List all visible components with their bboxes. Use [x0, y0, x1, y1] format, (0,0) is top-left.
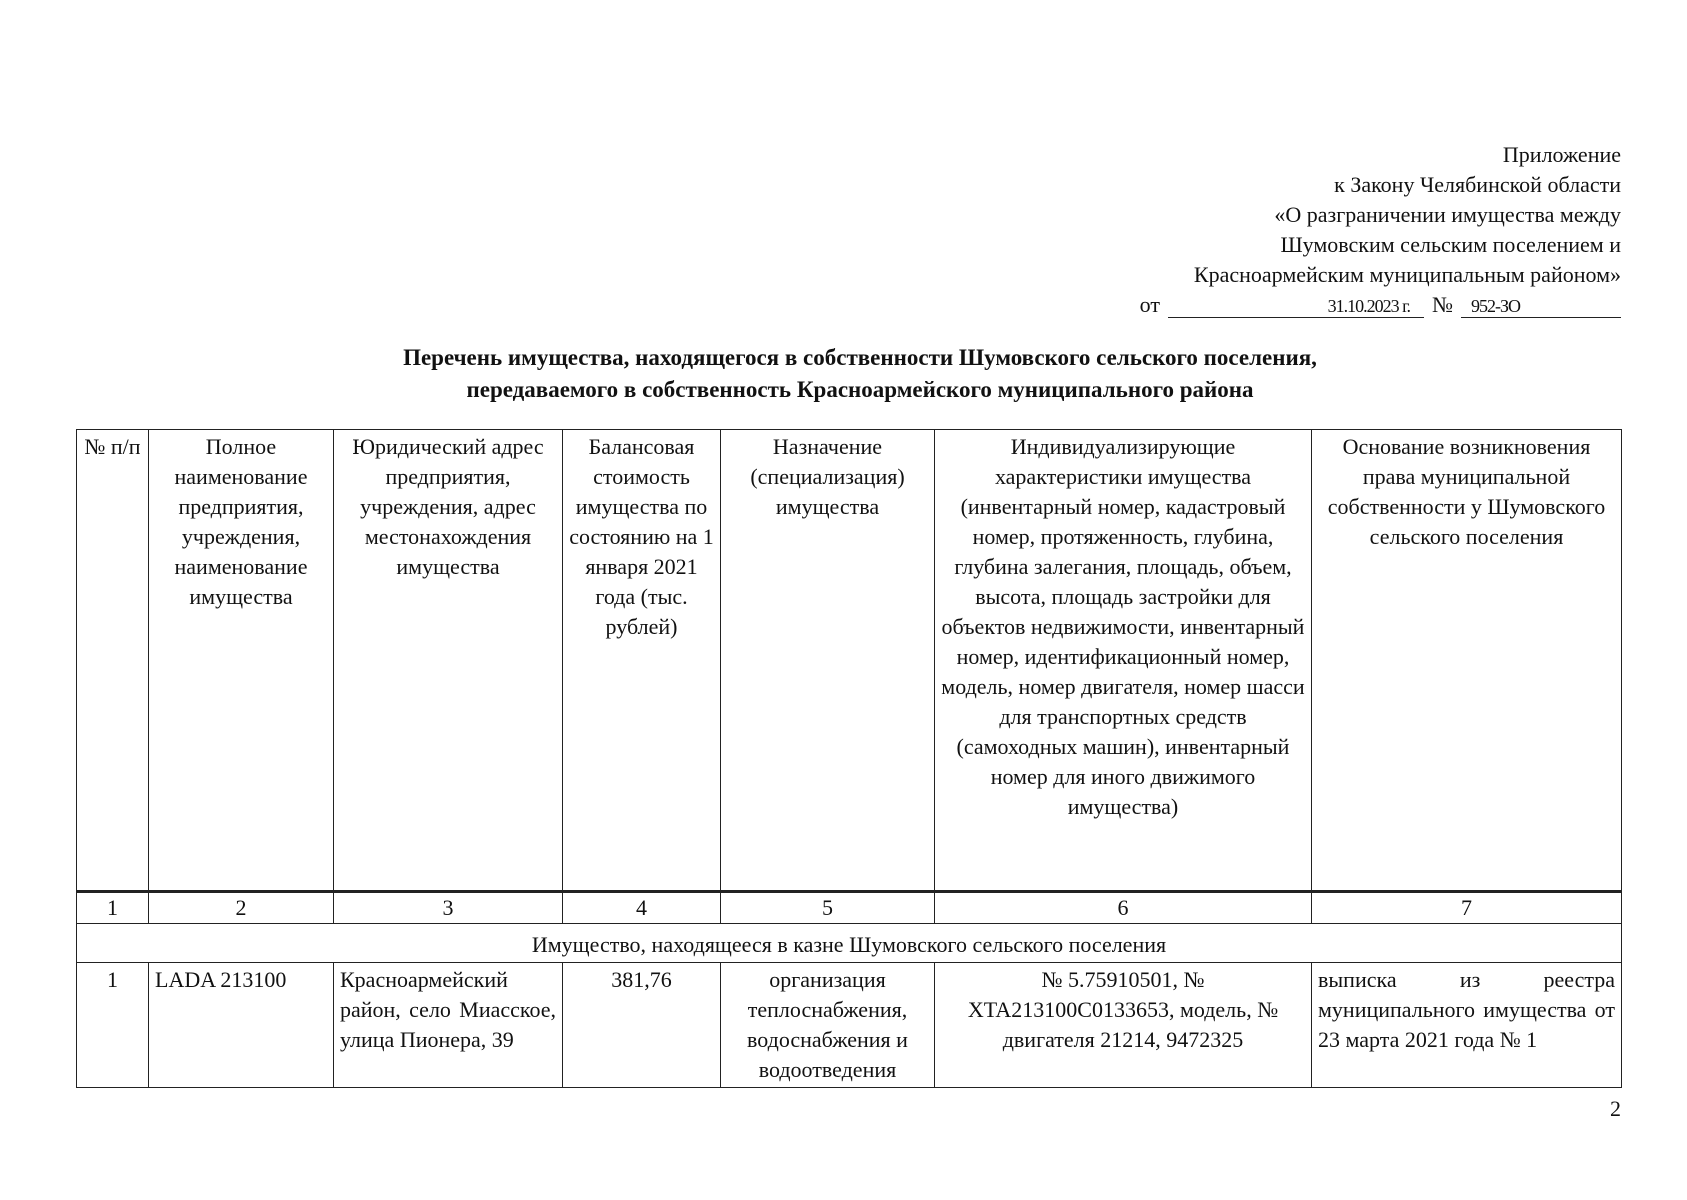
table-row — [77, 963, 1622, 1088]
header-characteristics: Индивидуализирующие характеристики имущества (инвентарный номер, кадастровый номер, протяженность, глубина, глубина залегания, площадь, объем, высота, площадь застройки для объектов недвижимости, инвентарный номер, идентификационный номер, модель, номер двигателя, номер шасси для транспортных средств (самоходных машин), инвентарный номер для иного движимого имущества) — [935, 430, 1312, 892]
property-table — [76, 429, 1622, 1088]
cell-address: Красноармейский район, село Миасское, улица Пионера, 39 — [334, 963, 563, 1088]
column-number: 5 — [721, 892, 935, 924]
column-number: 6 — [935, 892, 1312, 924]
law-date-line — [1132, 290, 1621, 320]
header-name: Полное наименование предприятия, учреждения, наименование имущества — [149, 430, 334, 892]
header-address: Юридический адрес предприятия, учреждения, адрес местонахождения имущества — [334, 430, 563, 892]
appendix-block — [1132, 140, 1621, 320]
column-number: 4 — [563, 892, 721, 924]
section-title: Имущество, находящееся в казне Шумовского сельского поселения — [77, 924, 1622, 963]
appendix-line: Приложение — [1502, 142, 1621, 167]
column-number-row — [77, 892, 1622, 924]
cell-purpose: организация теплоснабжения, водоснабжения и водоотведения — [721, 963, 935, 1088]
section-row — [77, 924, 1622, 963]
number-label: № — [1432, 292, 1453, 317]
title-line-1: Перечень имущества, находящегося в собственности Шумовского сельского поселения, — [403, 345, 1317, 370]
law-number: 952-ЗО — [1461, 295, 1621, 318]
from-label: от — [1139, 292, 1160, 317]
appendix-line: Шумовским сельским поселением и — [1280, 232, 1621, 257]
title-line-2: передаваемого в собственность Красноармейского муниципального района — [466, 377, 1254, 402]
header-basis: Основание возникновения права муниципальной собственности у Шумовского сельского поселения — [1312, 430, 1622, 892]
cell-value: 381,76 — [563, 963, 721, 1088]
cell-number: 1 — [77, 963, 149, 1088]
header-value: Балансовая стоимость имущества по состоянию на 1 января 2021 года (тыс. рублей) — [563, 430, 721, 892]
law-date: 31.10.2023 г. — [1168, 295, 1424, 318]
appendix-line: «О разграничении имущества между — [1274, 202, 1621, 227]
appendix-line: Красноармейским муниципальным районом» — [1193, 262, 1621, 287]
page-number: 2 — [1610, 1096, 1621, 1121]
column-number: 7 — [1312, 892, 1622, 924]
cell-basis: выписка из реестра муниципального имущества от 23 марта 2021 года № 1 — [1312, 963, 1622, 1088]
cell-name: LADA 213100 — [149, 963, 334, 1088]
document-title — [0, 342, 1687, 406]
header-purpose: Назначение (специализация) имущества — [721, 430, 935, 892]
header-number: № п/п — [77, 430, 149, 892]
cell-characteristics: № 5.75910501, № XTA213100C0133653, модель, № двигателя 21214, 9472325 — [935, 963, 1312, 1088]
appendix-line: к Закону Челябинской области — [1334, 172, 1621, 197]
column-number: 2 — [149, 892, 334, 924]
column-number: 1 — [77, 892, 149, 924]
table-header-row — [77, 430, 1622, 892]
column-number: 3 — [334, 892, 563, 924]
